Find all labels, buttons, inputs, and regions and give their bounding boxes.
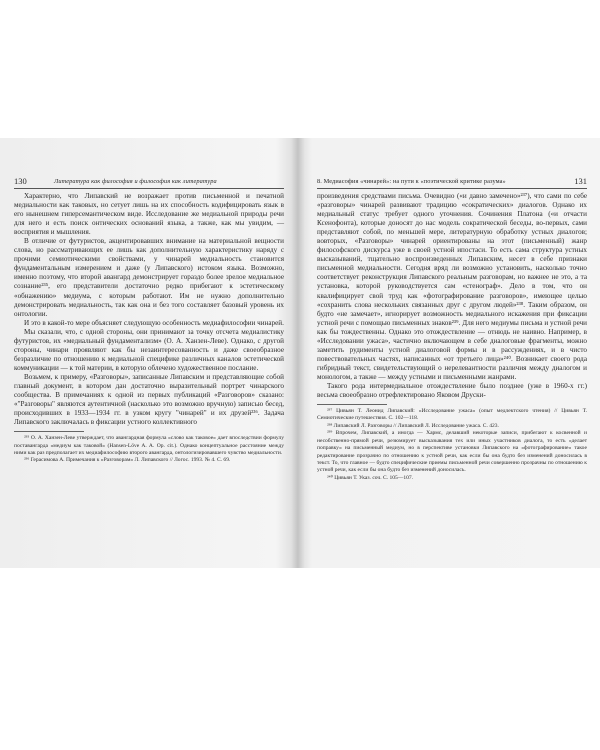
- right-running-title: 8. Медиасофия «чинарей»: на пути к «поэтической критике разума»: [317, 178, 506, 185]
- footnote-separator: [14, 431, 84, 432]
- left-page-body: [14, 192, 284, 465]
- left-paragraph: В отличие от футуристов, акцентировавших внимание на материальной вещности слова, но рассматривающих ее лишь как дополнительную характеристику наряду с прочими семиотическими свойствами, у чинарей медиальность становится фундаментальным измерением и даже (у Липавского) истоком языка. Возможно, именно поэтому, что второй авангард демонстрирует гораздо более зрелое медиальное сознание²³⁵, его представители достаточно редко прибегают к эстетическому «обнажению» медиума, с которым работают. Им не нужно дополнительно демонстрировать медиальность, так как она и без того составляет базовый уровень их онтологии.: [14, 237, 284, 318]
- footnote-separator: [317, 404, 387, 405]
- footnote-240: ²⁴⁰ Цивьян Т. Указ. соч. С. 105—107.: [327, 474, 414, 481]
- left-page-number: 130: [14, 176, 27, 186]
- right-paragraph: произведения средствами письма. Очевидно («и давно замечено»²³⁷), что сами по себе «разговоры» чинарей развивают традицию «сократических» диалогов. Однако их медиальный статус требует одного уточнения. Сочинения Платона («и отчасти Ксенофонта), которые доносят до нас модель сократической беседы, во-первых, сами представляют собой, по меньшей мере, литературную обработку устных диалогов; вовторых, «Разговоры» чинарей ориентированы на этот (письменный) жанр философского дискурса уже в своей устной ипостаси. То есть сама структура устных высказываний, тщательно воспроизведенных Липавским, несет в себе признаки письменной медиальности. Сегодня вряд ли возможно установить, насколько точно соответствует реконструкция Липавского реальным разговорам, но важнее не это, а та установка, которой руководствуется сам «стенограф». Дело в том, что он квалифицирует свой труд как «фотографирование разговоров», имеющее целью «сохранить слова нескольких связанных друг с другом людей»²³⁸. Таким образом, он будто «не замечает», игнорирует возможность медиального искажения при фиксации устной речи с помощью письменных знаков²³⁹. Для него медиумы письма и устной речи как бы тождественны. Однако это отождествление — отнюдь не наивно. Например, в «Исследовании ужаса», частично включающем в себе диалоговые фрагменты, можно заметить рудименты устной диалоговой формы и в рассуждениях, и в чисто повествовательных частях, написанных «от третьего лица»²⁴⁰. Возникает своего рода гибридный текст, свидетельствующий о нерелевантности различия между диалогом и монологом, а также — между устными и письменными жанрами.: [317, 192, 587, 381]
- footnote-237: ²³⁷ Цивьян Т. Леонид Липавский: «Исследование ужаса» (опыт медлектского чтения) // Цивьян Т. Семиотические путешествия. С. 102—118.: [317, 408, 587, 422]
- left-paragraph: Мы сказали, что, с одной стороны, они принимают за точку отсчета медиалистику футуристов, их «медиальный фундаментализм» (О. А. Ханзен-Леве). Однако, с другой стороны, чинари проявляют как бы незаинтересованность и даже своеобразное безразличие по отношению к медиальной специфике различных каналов эстетической коммуникации — к той материи, в которую облечено художественное послание.: [14, 327, 284, 372]
- right-page-number: 131: [574, 176, 587, 186]
- right-running-head: [317, 176, 587, 189]
- footnote-235: ²³⁵ О. А. Ханзен-Леве утверждает, что авангардная формула «слово как таковое» дает впоследствии формулу поставангарда «медиум как таковой» (Hansen-Löve A. A. Op. cit.). Однако концептуальное расстояние между ними как раз предполагает их медиафилософию второго авангарда, онтологизировавшего чувство медиальности.: [14, 435, 284, 457]
- left-paragraph: И это в какой-то мере объясняет следующую особенность медиафилософии чинарей.: [24, 318, 284, 327]
- left-paragraph: Характерно, что Липавский не возражает против письменной и печатной медиальности как таковых, но сетует лишь на их способность кодифицировать язык в его нынешнем гиперсемантическом виде. Исследование же медиальной природы речи для него и есть поиск онтических оснований языка, а также, как мы увидим, — восприятия и мышления.: [14, 192, 284, 237]
- left-running-head: [14, 176, 284, 189]
- left-paragraph: Возьмем, к примеру, «Разговоры», записанные Липавским и представляющие собой главный документ, в котором дан достаточно выразительный портрет чинарского сообщества. В примечаниях к одной из первых публикаций «Разговоров» сказано: «"Разговоры" являются аутентичной (насколько это возможно вручную) записью бесед, происходивших в 1933—1934 гг. в узком кругу "чинарей" и их друзей²³⁶. Задача Липавского заключалась в фиксации устного коллективного: [14, 372, 284, 427]
- book-gutter: [291, 138, 305, 568]
- right-page-body: [317, 192, 587, 482]
- right-paragraph: Такого рода интермедиальное отождествление было позднее (уже в 1960-х гг.) весьма своеобразно отрефлектировано Яковом Друски-: [317, 381, 587, 400]
- left-running-title: Литература как философия и философия как литература: [54, 178, 217, 185]
- footnote-238: ²³⁸ Липавский Л. Разговоры // Липавский Л. Исследование ужаса. С. 423.: [327, 422, 499, 429]
- footnote-239: ²³⁹ Впрочем, Липавский, а иногда — Хармс, делавший некоторые записи, прибегают к косвенной и несобственно-прямой речи, резюмирует высказывания тех или иных участников диалога, то есть «делает поправку» на письменный медиум, но в перспективе установки Липавского на «фотографирование» такое редактирование прозрачно по отношению к устной речи, как если бы она будто без изменений доносилась в текст. То, что главное — будто специфические приемы письменной речи совершенно прозрачны по отношению к устной речи, как если бы она будто без изменений доносилась.: [317, 430, 587, 474]
- footnote-236: ²³⁶ Герасимова А. Примечания к «Разговорам» Л. Липавского // Логос. 1993. № 4. С. 69.: [24, 457, 231, 464]
